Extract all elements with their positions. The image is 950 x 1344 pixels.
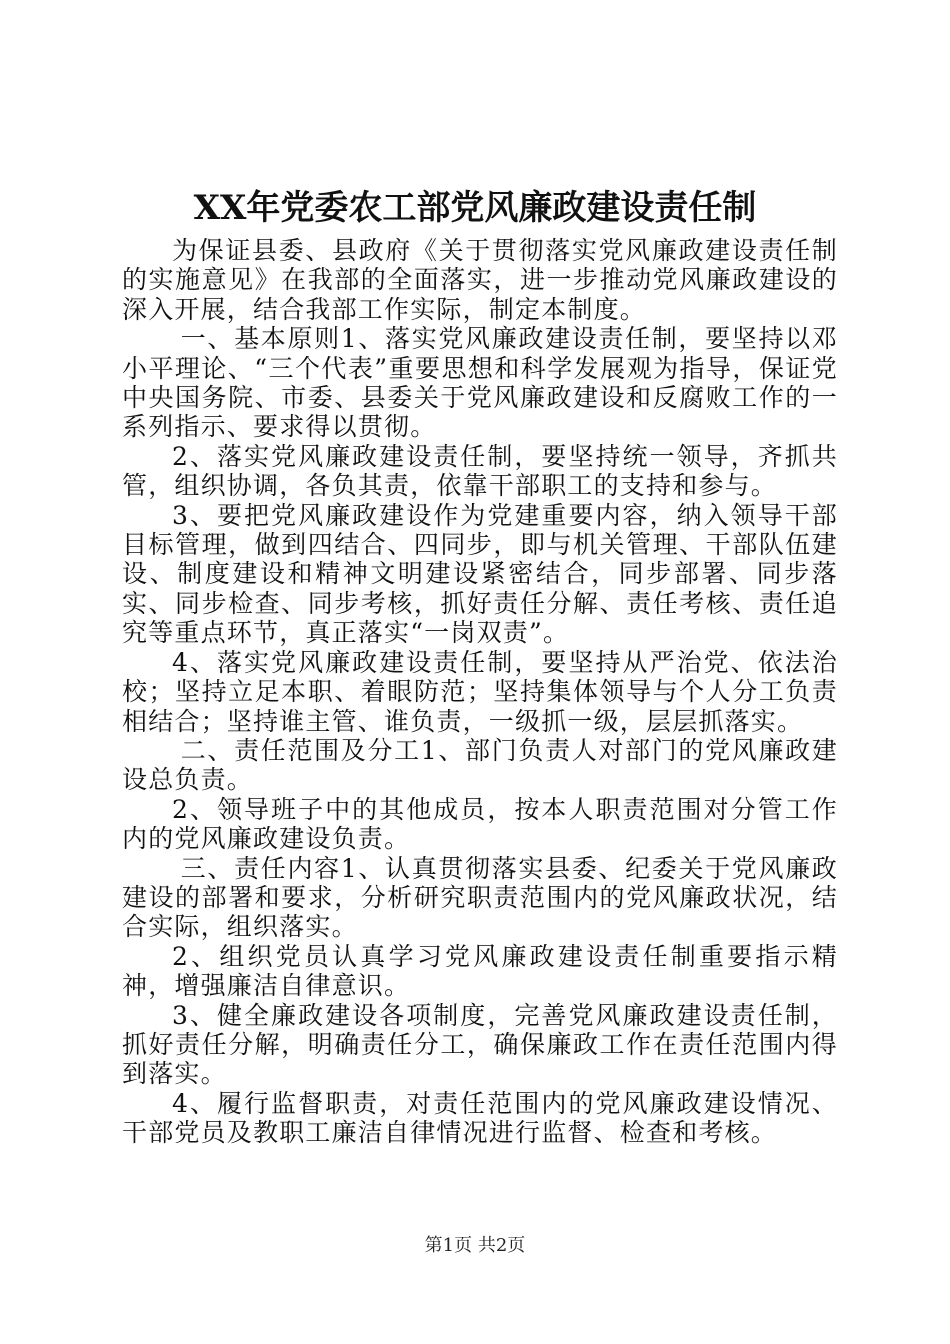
page-indicator: 第1页 共2页 bbox=[424, 1235, 526, 1256]
paragraph-scope-1: 二、责任范围及分工1、部门负责人对部门的党风廉政建设总负责。 bbox=[122, 735, 838, 795]
paragraph-content-3: 3、健全廉政建设各项制度，完善党风廉政建设责任制，抓好责任分解，明确责任分工，确保廉政工作在责任范围内得到落实。 bbox=[122, 1000, 838, 1089]
paragraph-principles-4: 4、落实党风廉政建设责任制，要坚持从严治党、依法治校；坚持立足本职、着眼防范；坚持集体领导与个人分工负责相结合；坚持谁主管、谁负责，一级抓一级，层层抓落实。 bbox=[122, 647, 838, 736]
paragraph-content-2: 2、组织党员认真学习党风廉政建设责任制重要指示精神，增强廉洁自律意识。 bbox=[122, 941, 838, 1001]
paragraph-principles-1: 一、基本原则1、落实党风廉政建设责任制，要坚持以邓小平理论、“三个代表”重要思想和科学发展观为指导，保证党中央国务院、市委、县委关于党风廉政建设和反腐败工作的一系列指示、要求得以贯彻。 bbox=[122, 324, 838, 442]
paragraph-intro: 为保证县委、县政府《关于贯彻落实党风廉政建设责任制的实施意见》在我部的全面落实，进一步推动党风廉政建设的深入开展，结合我部工作实际，制定本制度。 bbox=[122, 236, 838, 324]
document-title: XX年党委农工部党风廉政建设责任制 bbox=[193, 188, 757, 228]
paragraph-principles-3: 3、要把党风廉政建设作为党建重要内容，纳入领导干部目标管理，做到四结合、四同步，即与机关管理、干部队伍建设、制度建设和精神文明建设紧密结合，同步部署、同步落实、同步检查、同步考核，抓好责任分解、责任考核、责任追究等重点环节，真正落实“一岗双责”。 bbox=[122, 500, 838, 648]
paragraph-content-1: 三、责任内容1、认真贯彻落实县委、纪委关于党风廉政建设的部署和要求，分析研究职责范围内的党风廉政状况，结合实际，组织落实。 bbox=[122, 853, 838, 942]
document-body bbox=[122, 236, 838, 1148]
paragraph-scope-2: 2、领导班子中的其他成员，按本人职责范围对分管工作内的党风廉政建设负责。 bbox=[122, 794, 838, 854]
paragraph-content-4: 4、履行监督职责，对责任范围内的党风廉政建设情况、干部党员及教职工廉洁自律情况进行监督、检查和考核。 bbox=[122, 1088, 838, 1148]
paragraph-principles-2: 2、落实党风廉政建设责任制，要坚持统一领导，齐抓共管，组织协调，各负其责，依靠干部职工的支持和参与。 bbox=[122, 441, 838, 501]
